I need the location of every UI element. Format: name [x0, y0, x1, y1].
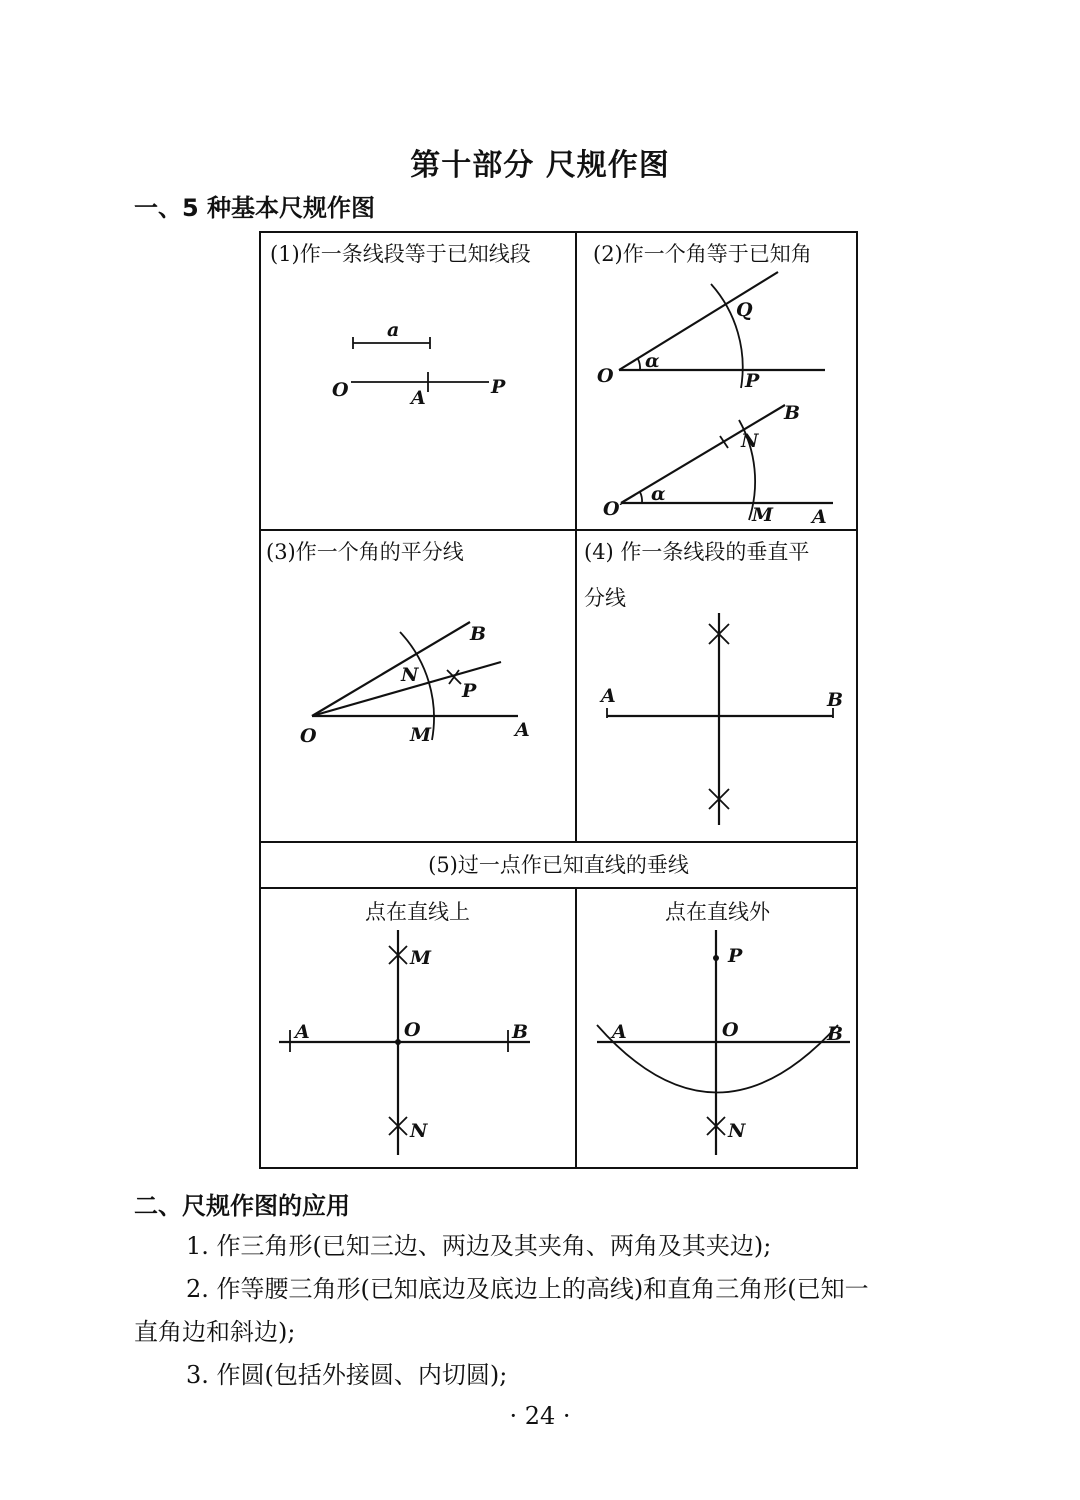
label-p: P [462, 680, 477, 702]
arc-ab [597, 1025, 838, 1093]
figure-angle-bisector [300, 622, 530, 747]
page-number: · 24 · [509, 1402, 571, 1430]
label-n: N [741, 430, 759, 452]
label-o-prime: O′ [603, 498, 625, 520]
label-p: P [728, 945, 743, 967]
list-item: 2. 作等腰三角形(已知底边及底边上的高线)和直角三角形(已知一 [186, 1275, 869, 1303]
label-b: B [827, 689, 844, 711]
label-o: O [300, 725, 317, 747]
list-item: 3. 作圆(包括外接圆、内切圆); [186, 1361, 508, 1389]
label-a: A [812, 506, 827, 528]
label-b: B [470, 623, 487, 645]
label-m: M [410, 947, 432, 969]
label-a-point: A [411, 387, 426, 409]
label-a: A [601, 685, 616, 707]
label-o: O [332, 379, 349, 401]
arc-alpha-1 [638, 359, 640, 370]
label-o: O [722, 1019, 739, 1041]
label-b: B [784, 402, 801, 424]
label-n: N [728, 1120, 746, 1142]
label-p: P [491, 376, 506, 398]
label-n: N [401, 664, 419, 686]
ray-oq [619, 272, 778, 370]
figure-copy-angle [597, 272, 833, 528]
point-p [713, 955, 719, 961]
label-a: a [387, 319, 400, 341]
figure-perpendicular-bisector [599, 613, 843, 825]
arc-alpha-2 [640, 492, 642, 503]
label-q: Q [736, 299, 753, 321]
label-m: M [410, 724, 432, 746]
figure-point-off-line [597, 930, 850, 1155]
point-o [395, 1039, 401, 1045]
caption-cell-4-line1: (4) 作一条线段的垂直平 [584, 540, 810, 564]
caption-cell-2: (2)作一个角等于已知角 [593, 242, 812, 266]
section-heading-basic: 一、5 种基本尺规作图 [134, 194, 376, 222]
figure-copy-segment [332, 319, 506, 409]
label-p: P [745, 370, 760, 392]
caption-cell-5: (5)过一点作已知直线的垂线 [428, 853, 689, 877]
caption-cell-6: 点在直线上 [365, 900, 470, 924]
caption-cell-1: (1)作一条线段等于已知线段 [270, 242, 531, 266]
label-a: A [515, 719, 530, 741]
label-o: O [404, 1019, 421, 1041]
label-alpha-2: α [651, 483, 666, 505]
caption-cell-4-line2: 分线 [584, 586, 626, 610]
label-n: N [410, 1120, 428, 1142]
list-item-continuation: 直角边和斜边); [134, 1318, 296, 1346]
figure-point-on-line [279, 930, 530, 1155]
caption-cell-3: (3)作一个角的平分线 [266, 540, 464, 564]
label-a: A [612, 1021, 627, 1043]
section-heading-applications: 二、尺规作图的应用 [134, 1192, 350, 1220]
page-title: 第十部分 尺规作图 [410, 148, 670, 183]
label-o: O [597, 365, 614, 387]
label-b: B [827, 1023, 844, 1045]
ray-o2b [621, 405, 785, 503]
label-m: M [752, 504, 774, 526]
label-alpha-1: α [645, 350, 660, 372]
label-a: A [295, 1021, 310, 1043]
label-b: B [512, 1021, 529, 1043]
ray-ob [312, 622, 470, 716]
caption-cell-7: 点在直线外 [665, 900, 770, 924]
list-item: 1. 作三角形(已知三边、两边及其夹角、两角及其夹边); [186, 1232, 772, 1260]
